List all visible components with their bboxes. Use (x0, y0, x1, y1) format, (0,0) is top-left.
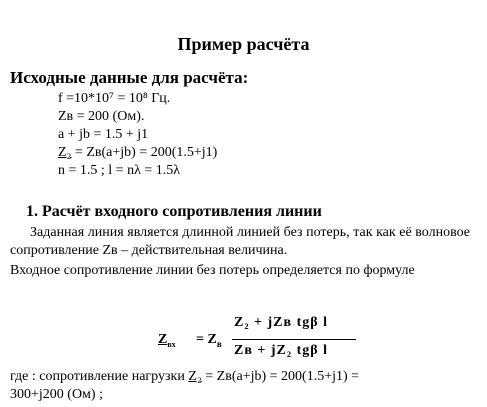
z2-symbol: Z₂ (58, 145, 72, 160)
given-heading: Исходные данные для расчёта: (10, 68, 249, 87)
fraction-bar (232, 339, 356, 340)
given-frequency: f =10*10⁷ = 10⁸ Гц. (58, 91, 171, 106)
formula-numerator: Z₂ + jZв tgβ l (234, 315, 329, 330)
page-title: Пример расчёта (177, 34, 310, 54)
formula-equals: = $Z_в$ (196, 332, 222, 349)
given-load-impedance (58, 144, 217, 162)
formula-denominator: Zв + jZ₂ tgβ l (234, 343, 329, 358)
given-a-jb: a + jb = 1.5 + j1 (58, 127, 149, 142)
where-line-2: 300+j200 (Ом) ; (10, 387, 103, 402)
section-heading: 1. Расчёт входного сопротивления линии (26, 203, 322, 220)
given-length: n = 1.5 ; l = nλ = 1.5λ (58, 163, 181, 178)
where-line-1: где : сопротивление нагрузки Z₂ = Zв(a+jb) = 200(1.5+j1) = (10, 369, 360, 384)
z2-expression: = Zв(a+jb) = 200(1.5+j1) (71, 145, 218, 160)
paragraph-1: Заданная линия является длинной линией без потерь, так как её волновое сопротивление Zв – действительная величина. (10, 225, 470, 258)
paragraph-2: Входное сопротивление линии без потерь определяется по формуле (10, 263, 415, 278)
input-impedance-formula (158, 315, 358, 367)
formula-lhs: $Z_{вх}$ (158, 332, 176, 349)
given-wave-impedance: Zв = 200 (Ом). (58, 109, 145, 124)
